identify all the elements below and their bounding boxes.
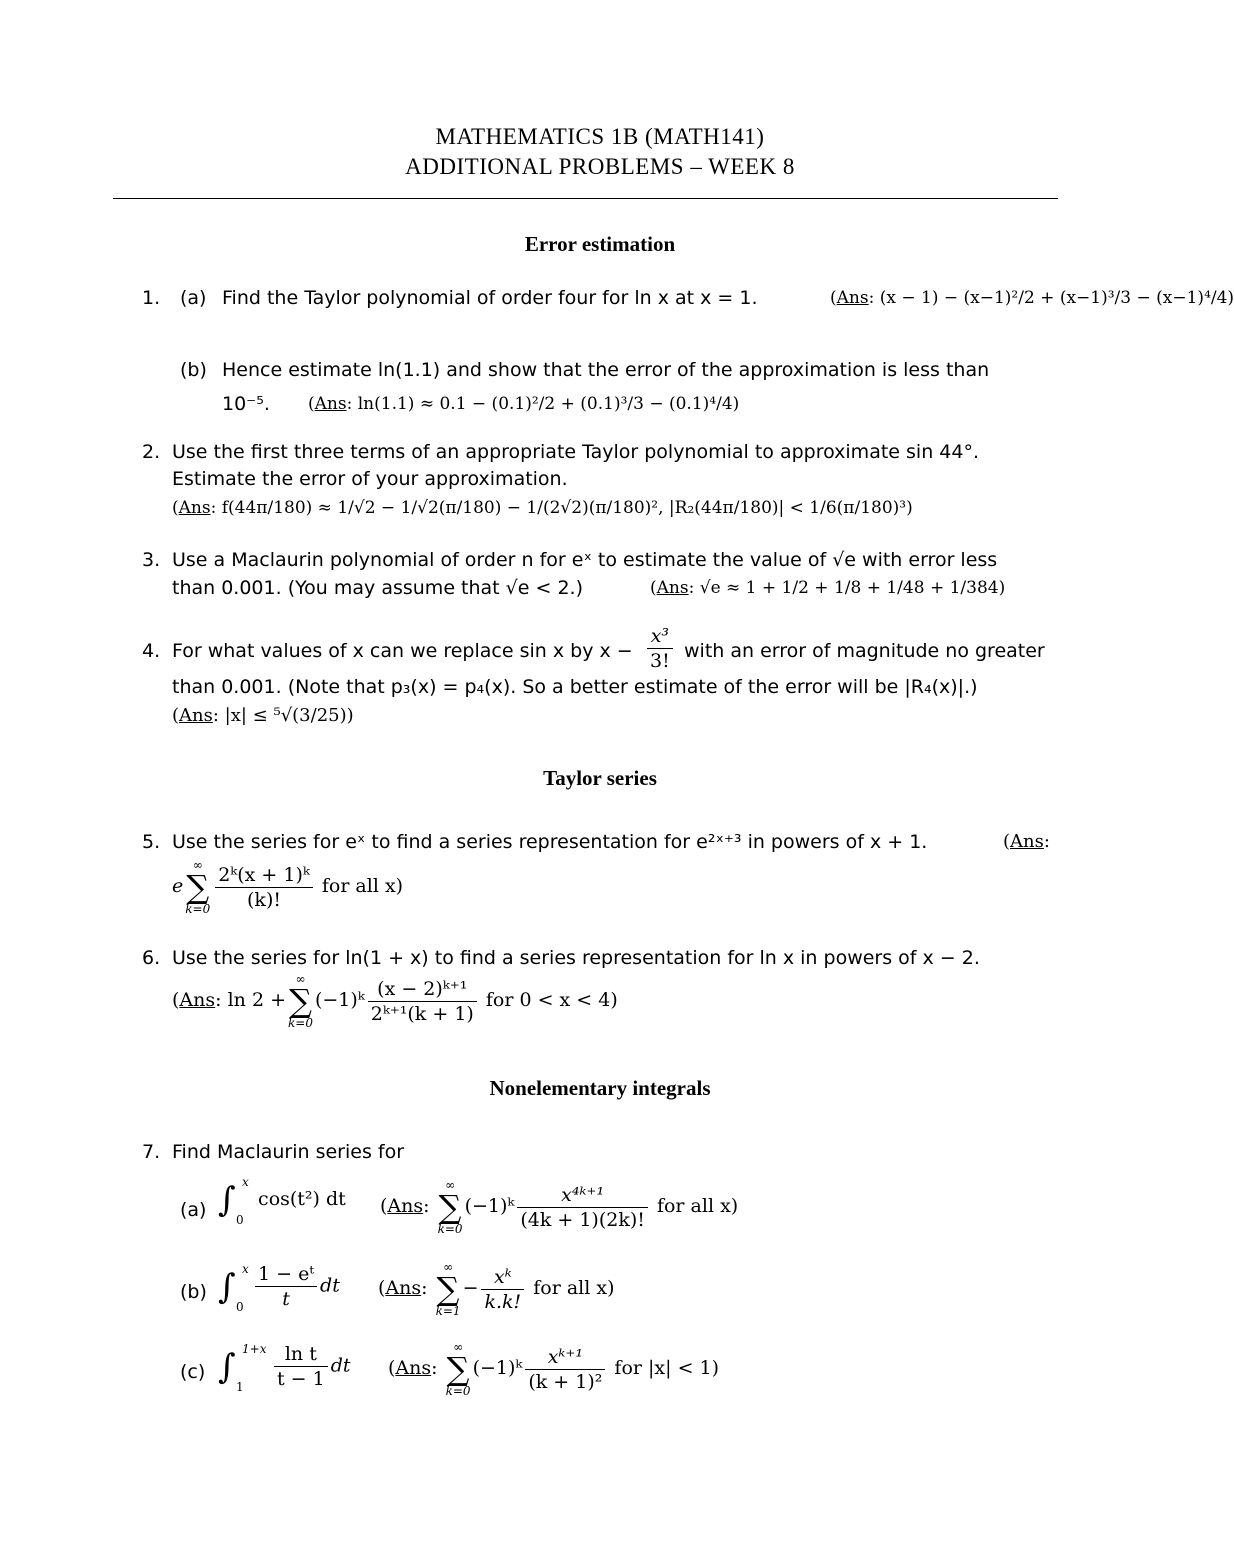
fraction-denominator: 3! [650,650,670,672]
problem-text: Find the Taylor polynomial of order four for ln x at x = 1. [222,287,758,309]
answer-series: (Ans: ∞ ∑ k=0 (−1)ᵏ $\frac{\text{xᵏ⁺¹}}{\text{(k + 1)²}}$ for |x| < 1) [388,1340,720,1398]
problem-number: 5. [142,831,161,853]
answer: (Ans: √e ≈ 1 + 1/2 + 1/8 + 1/48 + 1/384) [650,578,1006,598]
answer-series: (Ans: ln 2 + ∞ ∑ k=0 (−1)ᵏ $\frac{\text{(x − 2)ᵏ⁺¹}}{\text{2ᵏ⁺¹(k + 1)}}$ for 0 < x < 4) [172,972,618,1030]
series-sign: (−1)ᵏ [472,1357,523,1379]
answer: (Ans: f(44π/180) ≈ 1/√2 − 1/√2(π/180) − 1/(2√2)(π/180)², |R₂(44π/180)| < 1/6(π/180)³) [172,498,913,518]
series-numerator: xᵏ [481,1265,524,1290]
integral-sign: ∫ x 0 [218,1261,249,1314]
problem-text: Hence estimate ln(1.1) and show that the error of the approximation is less than [222,359,990,381]
series-condition: for |x| < 1) [614,1357,720,1379]
answer: (Ans: |x| ≤ ⁵√(3/25)) [172,705,354,726]
integral-expression: ∫ 1+x 1 $\frac{\text{ln t}}{t - 1}$ dt [218,1341,351,1394]
series-sign: (−1)ᵏ [314,989,365,1011]
answer-series: (Ans: ∞ ∑ k=1 − $\frac{\text{xᵏ}}{k.k!}$ for all x) [378,1260,615,1318]
series-condition: for 0 < x < 4) [485,989,618,1011]
integral-sign: ∫ x 0 [218,1175,249,1227]
answer-expression: f(44π/180) ≈ 1/√2 − 1/√2(π/180) − 1/(2√2)(π/180)², |R₂(44π/180)| < 1/6(π/180)³ [221,498,907,518]
answer-label: Ans [656,578,689,598]
summation-sign: ∞ ∑ k=0 [185,858,211,916]
series-condition: for all x) [656,1195,739,1217]
answer-label: Ans [314,394,347,414]
part-label: (a) [180,287,207,309]
answer-expression: |x| ≤ ⁵√(3/25) [224,705,347,726]
series-denominator: k.k! [484,1290,522,1313]
section-heading-nonelementary-integrals: Nonelementary integrals [489,1076,711,1100]
answer-label: Ans [1010,831,1044,852]
series-denominator: (4k + 1)(2k)! [520,1208,645,1231]
part-label: (c) [180,1361,206,1383]
series-denominator: 2ᵏ⁺¹(k + 1) [370,1002,474,1025]
answer-label: Ans [387,1195,424,1217]
series-lead: e [172,875,184,897]
fraction [644,624,676,673]
answer-label: Ans [178,498,211,518]
page-subtitle: ADDITIONAL PROBLEMS – WEEK 8 [405,154,795,179]
integral-expression: ∫ x 0 $\frac{\text{1 − eᵗ}}{t}$ dt [218,1261,340,1314]
problem-text: Use the series for eˣ to find a series representation for e²ˣ⁺³ in powers of x + 1. [172,831,928,853]
answer-expression: (x − 1) − (x−1)²/2 + (x−1)³/3 − (x−1)⁴/4 [879,288,1228,308]
problem-text: Estimate the error of your approximation. [172,468,568,490]
part-label: (b) [180,359,207,381]
series-denominator: (k)! [247,888,281,911]
part-label: (b) [180,1281,207,1303]
problem-text: For what values of x can we replace sin x by x − [172,640,633,662]
answer: (Ans: ln(1.1) ≈ 0.1 − (0.1)²/2 + (0.1)³/3 − (0.1)⁴/4) [308,394,740,414]
summation-sign: ∞ ∑ k=1 [435,1260,461,1318]
answer-open: (Ans: [1003,831,1050,852]
series-numerator: x⁴ᵏ⁺¹ [517,1183,648,1208]
integral-sign: ∫ 1+x 1 [218,1341,267,1394]
integrand-numerator: 1 − eᵗ [255,1262,317,1287]
summation-sign: ∞ ∑ k=0 [288,972,313,1030]
part-label: (a) [180,1199,207,1221]
summation-sign: ∞ ∑ k=0 [445,1340,471,1398]
fraction-numerator: x³ [647,624,673,649]
series-condition: for all x) [533,1277,615,1299]
problem-number: 1. [142,287,161,309]
series-numerator: (x − 2)ᵏ⁺¹ [368,977,477,1002]
integral-expression [218,1175,346,1227]
section-heading-taylor-series: Taylor series [543,766,657,790]
answer-label: Ans [395,1357,432,1379]
problem-number: 7. [142,1141,161,1163]
series-numerator: xᵏ⁺¹ [525,1345,605,1370]
integrand-numerator: ln t [274,1342,328,1367]
problem-text: 10⁻⁵. [222,393,270,415]
integrand-denominator: t − 1 [277,1368,325,1390]
title-divider [113,198,1058,199]
answer-label: Ans [836,288,869,308]
problem-number: 4. [142,640,161,662]
problem-text: Use a Maclaurin polynomial of order n for eˣ to estimate the value of √e with error less [172,549,998,571]
problem-text: than 0.001. (You may assume that √e < 2.) [172,577,584,599]
answer-label: Ans [385,1277,422,1299]
integrand-denominator: t [282,1288,290,1310]
answer: (Ans: (x − 1) − (x−1)²/2 + (x−1)³/3 − (x−1)⁴/4) [830,288,1234,308]
summation-sign: ∞ ∑ k=0 [437,1178,463,1236]
series-sign: (−1)ᵏ [464,1195,515,1217]
answer-label: Ans [179,705,213,726]
problem-number: 3. [142,549,161,571]
problem-text: than 0.001. (Note that p₃(x) = p₄(x). So a better estimate of the error will be |R₄(x)|.) [172,676,978,698]
problem-number: 6. [142,947,161,969]
problem-text: Use the first three terms of an appropriate Taylor polynomial to approximate sin 44°. [172,441,979,463]
problem-text: Find Maclaurin series for [172,1141,405,1163]
answer-label: Ans [179,989,216,1011]
integrand: cos(t²) dt [258,1188,346,1210]
series-denominator: (k + 1)² [528,1370,603,1393]
answer-expression: √e ≈ 1 + 1/2 + 1/8 + 1/48 + 1/384 [699,578,999,598]
series-lead: ln 2 + [227,989,286,1011]
answer-series [172,858,403,916]
problem-text: with an error of magnitude no greater [684,640,1045,662]
section-heading-error-estimation: Error estimation [524,232,676,256]
series-sign: − [462,1277,479,1299]
answer-expression: ln(1.1) ≈ 0.1 − (0.1)²/2 + (0.1)³/3 − (0.1)⁴/4 [357,394,733,414]
problem-text: Use the series for ln(1 + x) to find a series representation for ln x in powers of x − 2. [172,947,980,969]
page-title: MATHEMATICS 1B (MATH141) [435,124,765,149]
problem-number: 2. [142,441,161,463]
series-numerator: 2ᵏ(x + 1)ᵏ [215,863,313,888]
series-condition: for all x) [321,875,404,897]
answer-series: (Ans: ∞ ∑ k=0 (−1)ᵏ $\frac{\text{x⁴ᵏ⁺¹}}{(4k + 1)(2k)!}$ for all x) [380,1178,739,1236]
